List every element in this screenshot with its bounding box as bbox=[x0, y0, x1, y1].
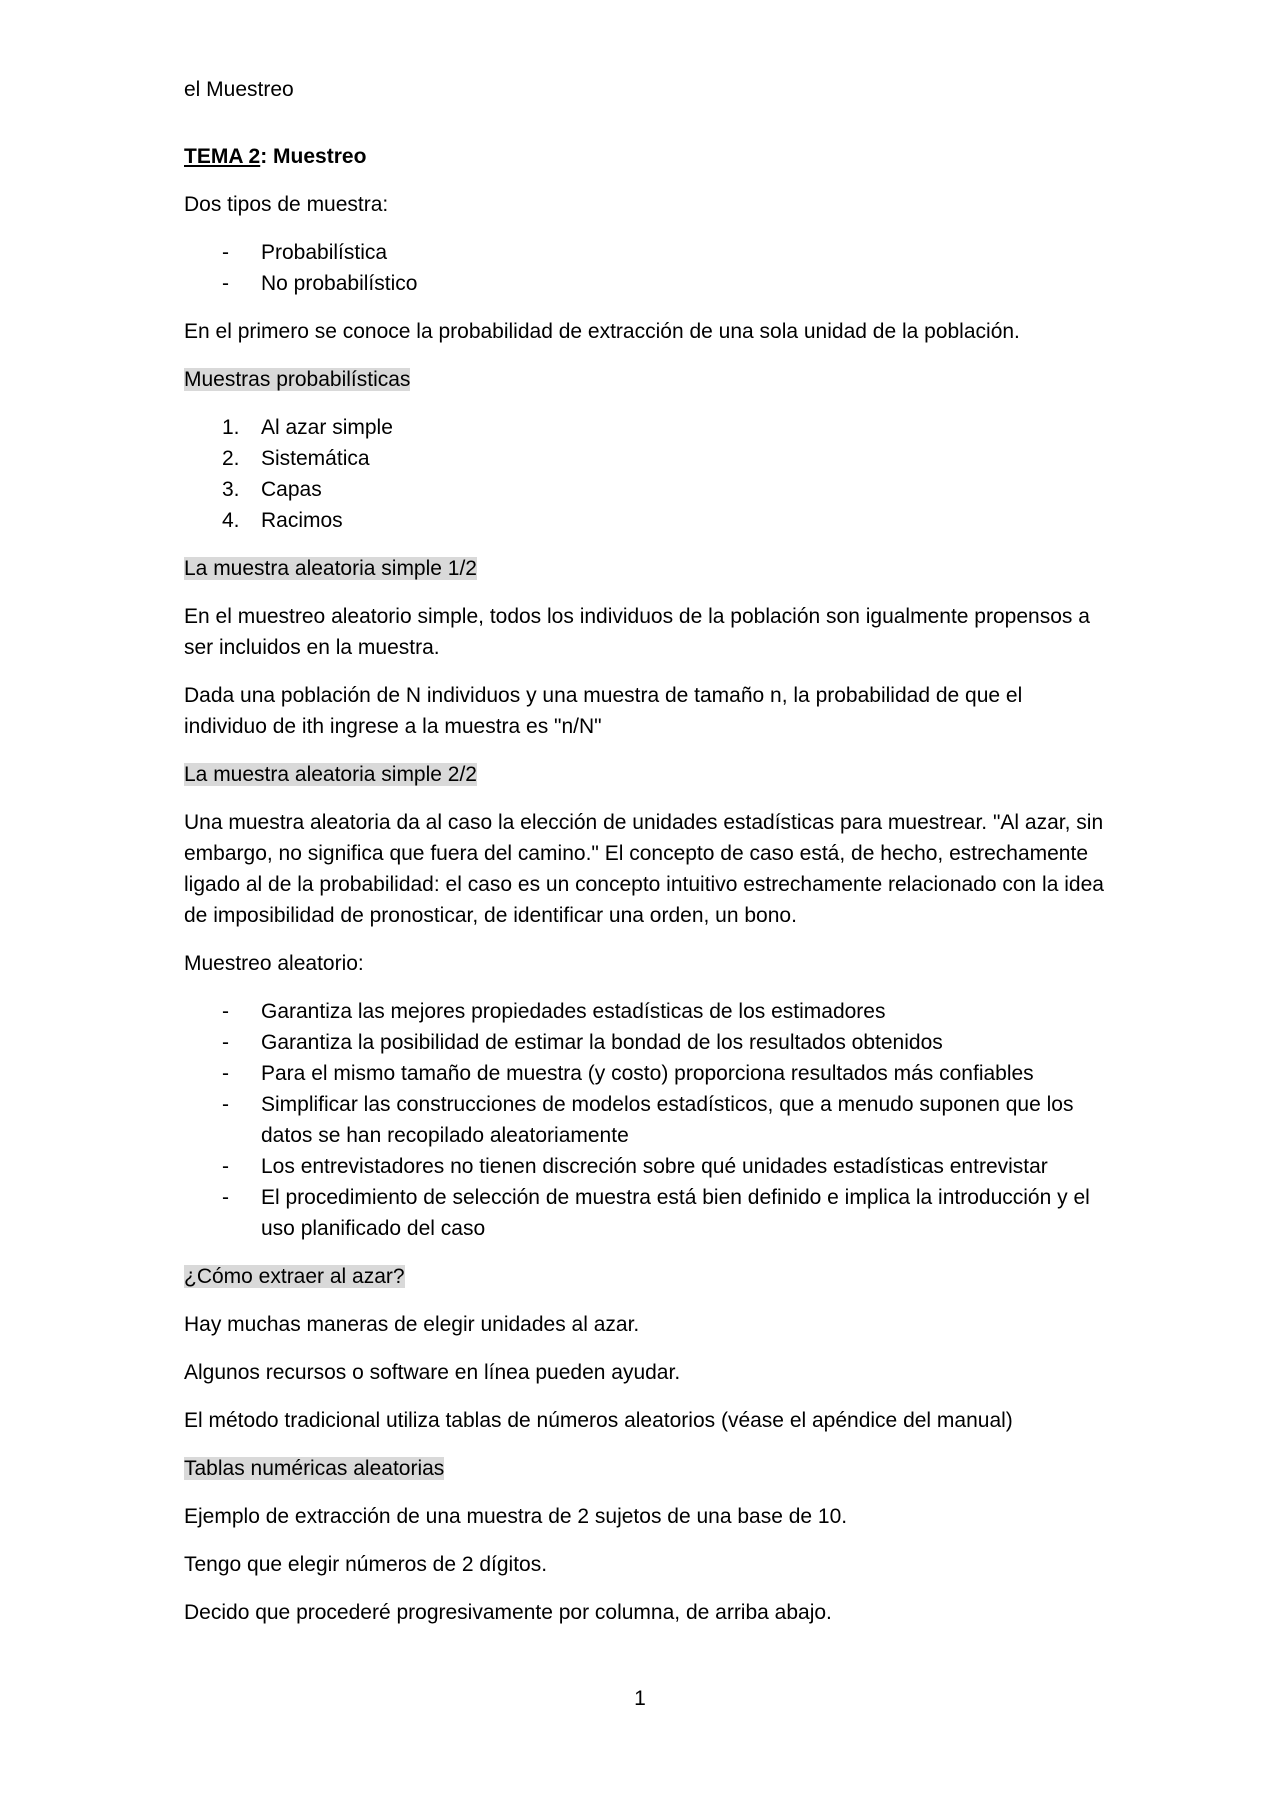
aleatorio-list bbox=[184, 996, 1104, 1244]
list-item: - Para el mismo tamaño de muestra (y costo) proporciona resultados más confiables bbox=[184, 1058, 1104, 1089]
como-paragraph-1: Hay muchas maneras de elegir unidades al azar. bbox=[184, 1313, 640, 1336]
prob-list bbox=[184, 412, 1104, 536]
section-heading-prob: Muestras probabilísticas bbox=[184, 368, 411, 391]
page-header: el Muestreo bbox=[184, 78, 294, 101]
number-marker: 2. bbox=[222, 447, 240, 470]
list-item: 4. Racimos bbox=[184, 505, 1104, 536]
section-heading-mas2: La muestra aleatoria simple 2/2 bbox=[184, 763, 477, 786]
dash-marker: - bbox=[222, 1062, 229, 1085]
page-number: 1 bbox=[634, 1687, 646, 1710]
list-item: - Garantiza las mejores propiedades estadísticas de los estimadores bbox=[184, 996, 1104, 1027]
dash-marker: - bbox=[222, 241, 229, 264]
title-tema: TEMA 2 bbox=[184, 145, 261, 168]
dash-marker: - bbox=[222, 1000, 229, 1023]
dash-marker: - bbox=[222, 1031, 229, 1054]
mas2-paragraph-1: Una muestra aleatoria da al caso la elección de unidades estadísticas para muestrear. "Al azar, sin embargo, no significa que fuera del camino." El concepto de caso está, de hecho, estrechamente ligado al de la probabilidad: el caso es un concepto intuitivo estrechamente relacionado con la idea de imposibilidad de pronosticar, de identificar una orden, un bono. bbox=[184, 811, 1104, 927]
section-heading-mas1: La muestra aleatoria simple 1/2 bbox=[184, 557, 477, 580]
number-marker: 4. bbox=[222, 509, 240, 532]
number-marker: 1. bbox=[222, 416, 240, 439]
como-paragraph-3: El método tradicional utiliza tablas de números aleatorios (véase el apéndice del manual) bbox=[184, 1409, 1013, 1432]
list-item: - Simplificar las construcciones de modelos estadísticos, que a menudo suponen que los datos se han recopilado aleatoriamente bbox=[184, 1089, 1104, 1151]
title-rest: : Muestreo bbox=[260, 145, 367, 168]
mas2-paragraph-2: Muestreo aleatorio: bbox=[184, 952, 364, 975]
intro-paragraph: Dos tipos de muestra: bbox=[184, 193, 389, 216]
document-page bbox=[184, 74, 1104, 1645]
tablas-paragraph-2: Tengo que elegir números de 2 dígitos. bbox=[184, 1553, 548, 1576]
dash-marker: - bbox=[222, 1093, 229, 1116]
number-marker: 3. bbox=[222, 478, 240, 501]
como-paragraph-2: Algunos recursos o software en línea pueden ayudar. bbox=[184, 1361, 681, 1384]
list-item: 2. Sistemática bbox=[184, 443, 1104, 474]
mas1-paragraph-1: En el muestreo aleatorio simple, todos los individuos de la población son igualmente propensos a ser incluidos en la muestra. bbox=[184, 605, 1090, 659]
section-heading-tablas: Tablas numéricas aleatorias bbox=[184, 1457, 445, 1480]
types-note: En el primero se conoce la probabilidad de extracción de una sola unidad de la población. bbox=[184, 320, 1020, 343]
types-list bbox=[184, 237, 1104, 299]
list-item: - Los entrevistadores no tienen discreción sobre qué unidades estadísticas entrevistar bbox=[184, 1151, 1104, 1182]
section-heading-como: ¿Cómo extraer al azar? bbox=[184, 1265, 405, 1288]
list-item: - El procedimiento de selección de muestra está bien definido e implica la introducción y el uso planificado del caso bbox=[184, 1182, 1104, 1244]
list-item: - Garantiza la posibilidad de estimar la bondad de los resultados obtenidos bbox=[184, 1027, 1104, 1058]
page-title bbox=[184, 141, 1104, 172]
dash-marker: - bbox=[222, 272, 229, 295]
dash-marker: - bbox=[222, 1155, 229, 1178]
list-item: 3. Capas bbox=[184, 474, 1104, 505]
mas1-paragraph-2: Dada una población de N individuos y una muestra de tamaño n, la probabilidad de que el individuo de ith ingrese a la muestra es "n/N" bbox=[184, 684, 1023, 738]
list-item: 1. Al azar simple bbox=[184, 412, 1104, 443]
dash-marker: - bbox=[222, 1186, 229, 1209]
tablas-paragraph-3: Decido que procederé progresivamente por columna, de arriba abajo. bbox=[184, 1601, 832, 1624]
list-item: - No probabilístico bbox=[184, 268, 1104, 299]
tablas-paragraph-1: Ejemplo de extracción de una muestra de 2 sujetos de una base de 10. bbox=[184, 1505, 848, 1528]
list-item: - Probabilística bbox=[184, 237, 1104, 268]
